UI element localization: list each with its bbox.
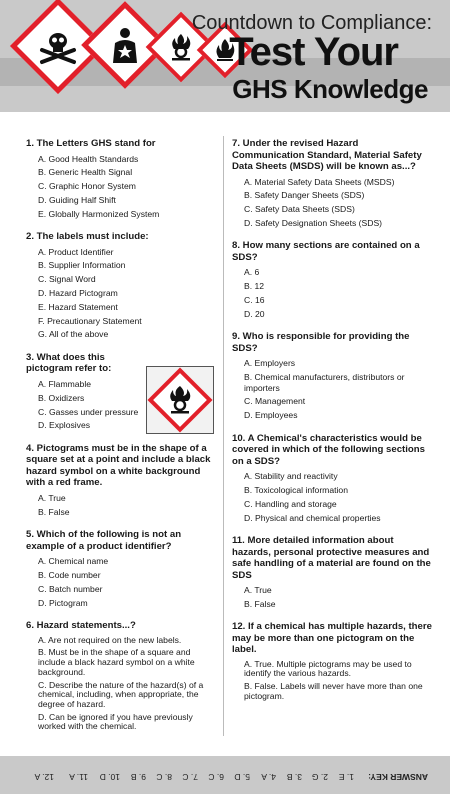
answer-item: 9. B bbox=[130, 772, 146, 782]
question-text: 7. Under the revised Hazard Communication Standard, Material Safety Data Sheets (MSDS) will be known as...? bbox=[232, 138, 422, 172]
answer-option: C. Signal Word bbox=[38, 274, 96, 285]
page-title: Test Your bbox=[229, 30, 398, 74]
answer-option: A. Good Health Standards bbox=[38, 153, 139, 164]
answer-option: B. False. Labels will never have more than one pictogram. bbox=[244, 681, 423, 701]
question-2 bbox=[26, 231, 216, 340]
answer-option: B. Oxidizers bbox=[38, 392, 85, 403]
answer-option: A. Material Safety Data Sheets (MSDS) bbox=[244, 176, 395, 187]
answer-item: 3. B bbox=[286, 772, 302, 782]
answer-option: B. False bbox=[38, 506, 70, 517]
answer-option: D. Explosives bbox=[38, 420, 91, 431]
answer-item: 7. C bbox=[182, 772, 198, 782]
answer-item: 4. A bbox=[261, 772, 276, 782]
answer-option: A. Chemical name bbox=[38, 556, 109, 567]
answer-option: A. Employers bbox=[244, 358, 296, 369]
answer-option: B. Must be in the shape of a square and include a black hazard symbol on a white background. bbox=[38, 647, 195, 677]
answer-option: B. Generic Health Signal bbox=[38, 167, 133, 178]
answer-option: C. Safety Data Sheets (SDS) bbox=[244, 204, 355, 215]
question-1 bbox=[26, 138, 216, 219]
column-divider bbox=[223, 136, 224, 736]
answer-option: E. Hazard Statement bbox=[38, 301, 118, 312]
question-8 bbox=[232, 240, 432, 319]
answer-option: A. True bbox=[38, 492, 66, 503]
answer-option: A. Product Identifier bbox=[38, 246, 114, 257]
answer-option: B. Toxicological information bbox=[244, 484, 348, 495]
answer-item: 11. A bbox=[69, 772, 88, 782]
answer-option: C. 16 bbox=[244, 294, 265, 305]
question-11 bbox=[232, 535, 432, 609]
answer-option: D. Safety Designation Sheets (SDS) bbox=[244, 217, 383, 228]
right-question-column bbox=[232, 138, 432, 714]
oxidizer-pictogram-icon bbox=[146, 366, 214, 434]
answer-option: D. Employees bbox=[244, 410, 298, 421]
answer-option: D. Physical and chemical properties bbox=[244, 512, 381, 523]
answer-option: A. Flammable bbox=[38, 378, 92, 389]
question-10 bbox=[232, 433, 432, 523]
question-text: 5. Which of the following is not an example of a product identifier? bbox=[26, 529, 182, 552]
answer-option: A. True bbox=[244, 585, 272, 596]
question-text: 12. If a chemical has multiple hazards, there may be more than one pictogram on the label. bbox=[232, 621, 432, 656]
answer-option: B. False bbox=[244, 598, 276, 609]
answer-option: F. Precautionary Statement bbox=[38, 315, 142, 326]
answer-option: G. All of the above bbox=[38, 329, 109, 340]
question-text: 4. Pictograms must be in the shape of a square set at a point and include a black hazard symbol on a white background with a red frame. bbox=[26, 442, 211, 489]
question-4 bbox=[26, 443, 216, 517]
question-9 bbox=[232, 331, 432, 420]
answer-item: 5. D bbox=[234, 772, 250, 782]
page-subtitle: GHS Knowledge bbox=[232, 74, 428, 104]
question-text: 9. Who is responsible for providing the SDS? bbox=[232, 331, 410, 354]
answer-item: 12. A bbox=[34, 772, 54, 782]
answer-option: D. Guiding Half Shift bbox=[38, 194, 116, 205]
answer-option: C. Management bbox=[244, 396, 306, 407]
answer-option: C. Describe the nature of the hazard(s) of a chemical, including, when appropriate, the degree of hazard. bbox=[38, 679, 204, 709]
answer-option: C. Batch number bbox=[38, 583, 103, 594]
answer-option: B. Safety Danger Sheets (SDS) bbox=[244, 190, 365, 201]
answer-option: B. 12 bbox=[244, 281, 265, 292]
question-7 bbox=[232, 138, 432, 228]
answer-option: D. Pictogram bbox=[38, 597, 88, 608]
answer-key-label: ANSWER KEY: bbox=[368, 772, 428, 782]
answer-item: 1. E bbox=[338, 772, 354, 782]
question-text: 6. Hazard statements...? bbox=[26, 620, 136, 632]
question-text: 3. What does this pictogram refer to: bbox=[26, 351, 112, 375]
question-5 bbox=[26, 529, 216, 608]
question-text: 11. More detailed information about hazards, personal protective measures and safe handling of a material are found on the SDS bbox=[232, 535, 431, 581]
answer-option: E. Globally Harmonized System bbox=[38, 208, 160, 219]
question-12 bbox=[232, 621, 432, 701]
question-3 bbox=[26, 352, 146, 431]
answer-option: D. 20 bbox=[244, 308, 265, 319]
answer-option: B. Supplier Information bbox=[38, 260, 126, 271]
answer-option: A. True. Multiple pictograms may be used to identify the various hazards. bbox=[244, 658, 412, 679]
answer-option: C. Handling and storage bbox=[244, 498, 337, 509]
question-text: 2. The labels must include: bbox=[26, 231, 149, 243]
answer-option: C. Gasses under pressure bbox=[38, 406, 139, 417]
question-text: 1. The Letters GHS stand for bbox=[26, 138, 156, 149]
answer-option: B. Code number bbox=[38, 569, 101, 580]
question-6 bbox=[26, 620, 216, 732]
left-question-column bbox=[26, 138, 216, 744]
answer-option: A. Stability and reactivity bbox=[244, 471, 338, 482]
answer-option: D. Can be ignored if you have previously worked with the chemical. bbox=[38, 711, 193, 732]
answer-option: A. 6 bbox=[244, 267, 260, 278]
answer-key-footer bbox=[0, 756, 450, 794]
answer-option: B. Chemical manufacturers, distributors or importers bbox=[244, 372, 405, 393]
answer-option: A. Are not required on the new labels. bbox=[38, 634, 182, 645]
answer-item: 6. C bbox=[208, 772, 224, 782]
answer-item: 10. D bbox=[99, 772, 120, 782]
header-kicker: Countdown to Compliance: bbox=[191, 12, 432, 34]
question-text: 10. A Chemical's characteristics would be covered in which of the following sections on a SDS? bbox=[232, 432, 425, 467]
answer-item: 2. G bbox=[311, 772, 328, 782]
answer-option: D. Hazard Pictogram bbox=[38, 288, 118, 299]
header-banner bbox=[0, 0, 450, 112]
question-text: 8. How many sections are contained on a SDS? bbox=[232, 240, 420, 263]
answer-item: 8. C bbox=[156, 772, 172, 782]
answer-option: C. Graphic Honor System bbox=[38, 181, 136, 192]
answer-key bbox=[0, 768, 450, 782]
